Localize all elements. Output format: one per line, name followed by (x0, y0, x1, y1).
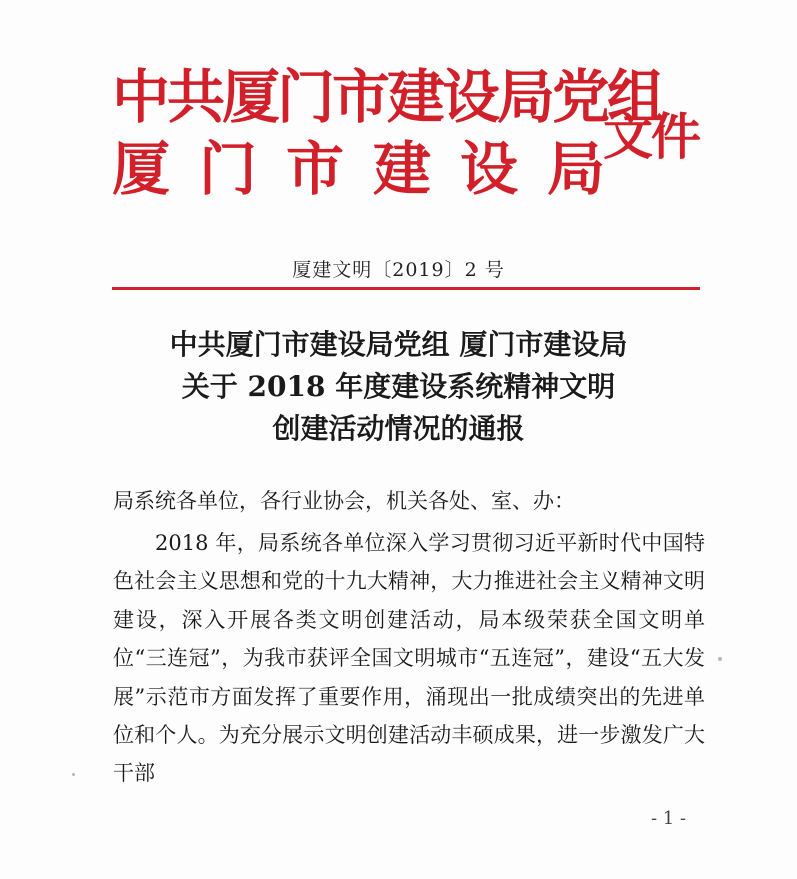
scan-speck (72, 773, 75, 776)
salutation: 局系统各单位，各行业协会，机关各处、室、办： (113, 489, 575, 513)
document-title-line1: 中共厦门市建设局党组 厦门市建设局 (169, 328, 628, 361)
red-separator-line (112, 287, 700, 290)
scan-speck (718, 657, 722, 661)
page-number: - 1 - (651, 808, 687, 829)
document-title-line3: 创建活动情况的通报 (272, 412, 525, 445)
header-issuer-bureau: 厦门市建设局 (112, 135, 635, 203)
header-issuer-party-group: 中共厦门市建设局党组 (112, 63, 663, 131)
body-paragraph: 2018 年，局系统各单位深入学习贯彻习近平新时代中国特色社会主义思想和党的十九大精神，大力推进社会主义精神文明建设，深入开展各类文明创建活动，局本级荣获全国文明单位“三连冠”，为我市获评全国文明城市“五连冠”，建设“五大发展”示范市方面发挥了重要作用，涌现出一批成绩突出的先进单位和个人。为充分展示文明创建活动丰硕成果，进一步激发广大干部 (113, 531, 705, 786)
document-number: 厦建文明〔2019〕2 号 (292, 259, 505, 281)
body-text (113, 524, 705, 793)
header-document-suffix: 文件 (603, 107, 699, 166)
document-title-line2: 关于 2018 年度建设系统精神文明 (181, 370, 616, 403)
